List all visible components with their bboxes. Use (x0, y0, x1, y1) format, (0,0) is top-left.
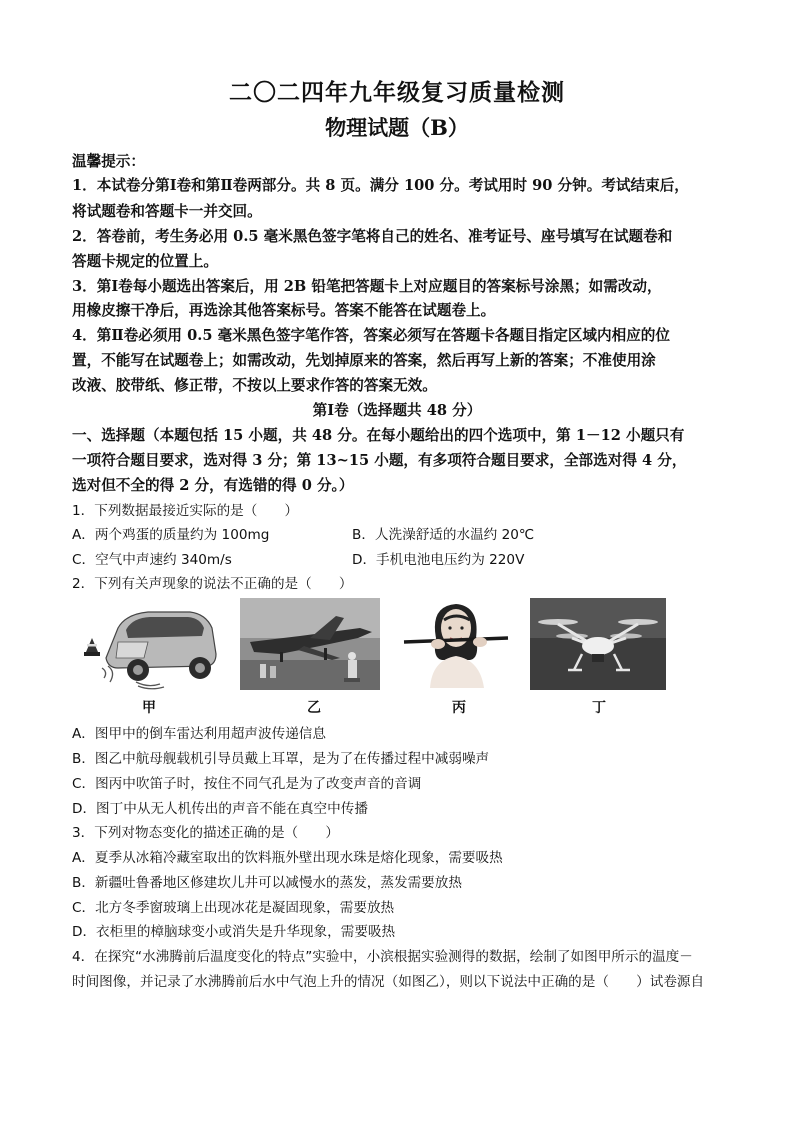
exam-subtitle: 物理试题（B） (325, 115, 469, 140)
figure-label-ding: 丁 (592, 700, 606, 716)
figure-label-yi: 乙 (307, 700, 321, 716)
carrier-jet-image (240, 598, 380, 690)
question-3-option-d: D．衣柜里的樟脑球变小或消失是升华现象，需要吸热 (72, 924, 396, 940)
question-4-stem-line: 时间图像，并记录了水沸腾前后水中气泡上升的情况（如图乙），则以下说法中正确的是（ ）试卷源自 (72, 974, 705, 990)
notice-heading: 温馨提示： (72, 153, 145, 170)
drone-image (530, 598, 666, 690)
section-title: 第Ⅰ卷（选择题共 48 分） (312, 402, 482, 419)
question-2-option-a: A．图甲中的倒车雷达利用超声波传递信息 (72, 726, 326, 742)
notice-line: 用橡皮擦干净后，再选涂其他答案标号。答案不能答在试题卷上。 (72, 302, 496, 319)
question-4-stem-line: 4．在探究“水沸腾前后温度变化的特点”实验中，小滨根据实验测得的数据，绘制了如图甲所示的温度－ (72, 949, 693, 965)
question-3-stem: 3．下列对物态变化的描述正确的是（ ） (72, 825, 339, 841)
question-2-stem: 2．下列有关声现象的说法不正确的是（ ） (72, 576, 353, 592)
section-intro-line: 一项符合题目要求，选对得 3 分；第 13~15 小题，有多项符合题目要求，全部选对得 4 分， (72, 452, 687, 469)
figure-label-bing: 丙 (452, 700, 466, 716)
question-2-option-d: D．图丁中从无人机传出的声音不能在真空中传播 (72, 801, 368, 817)
notice-line: 2．答卷前，考生务必用 0.5 毫米黑色签字笔将自己的姓名、准考证号、座号填写在试题卷和 (72, 228, 673, 245)
question-2-option-b: B．图乙中航母舰载机引导员戴上耳罩，是为了在传播过程中减弱噪声 (72, 751, 490, 767)
exam-title: 二〇二四年九年级复习质量检测 (229, 79, 565, 106)
notice-line: 1．本试卷分第Ⅰ卷和第Ⅱ卷两部分。共 8 页。满分 100 分。考试用时 90 分钟。考试结束后， (72, 177, 689, 194)
flute-player-image (400, 598, 512, 690)
section-intro-line: 选对但不全的得 2 分，有选错的得 0 分。） (72, 477, 354, 494)
notice-line: 置，不能写在试题卷上；如需改动，先划掉原来的答案，然后再写上新的答案；不准使用涂 (72, 352, 656, 369)
notice-line: 3．第Ⅰ卷每小题选出答案后，用 2B 铅笔把答题卡上对应题目的答案标号涂黑；如需改动， (72, 278, 662, 295)
car-reversing-radar-image (78, 598, 220, 690)
question-3-option-b: B．新疆吐鲁番地区修建坎儿井可以减慢水的蒸发，蒸发需要放热 (72, 875, 462, 891)
question-1-option-b: B．人洗澡舒适的水温约 20℃ (352, 527, 535, 543)
question-1-option-d: D．手机电池电压约为 220V (352, 552, 525, 568)
question-1-stem: 1．下列数据最接近实际的是（ ） (72, 503, 299, 519)
question-1-option-c: C．空气中声速约 340m/s (72, 552, 232, 568)
question-2-option-c: C．图丙中吹笛子时，按住不同气孔是为了改变声音的音调 (72, 776, 422, 792)
question-1-option-a: A．两个鸡蛋的质量约为 100mg (72, 527, 270, 543)
notice-line: 将试题卷和答题卡一并交回。 (72, 203, 262, 220)
question-3-option-c: C．北方冬季窗玻璃上出现冰花是凝固现象，需要放热 (72, 900, 395, 916)
notice-line: 4．第Ⅱ卷必须用 0.5 毫米黑色签字笔作答，答案必须写在答题卡各题目指定区域内相应的位 (72, 327, 670, 344)
notice-line: 改液、胶带纸、修正带，不按以上要求作答的答案无效。 (72, 377, 437, 394)
section-intro-line: 一、选择题（本题包括 15 小题，共 48 分。在每小题给出的四个选项中，第 1－12 小题只有 (72, 427, 685, 444)
figure-label-jia: 甲 (142, 700, 156, 716)
question-3-option-a: A．夏季从冰箱冷藏室取出的饮料瓶外壁出现水珠是熔化现象，需要吸热 (72, 850, 503, 866)
notice-line: 答题卡规定的位置上。 (72, 253, 218, 270)
